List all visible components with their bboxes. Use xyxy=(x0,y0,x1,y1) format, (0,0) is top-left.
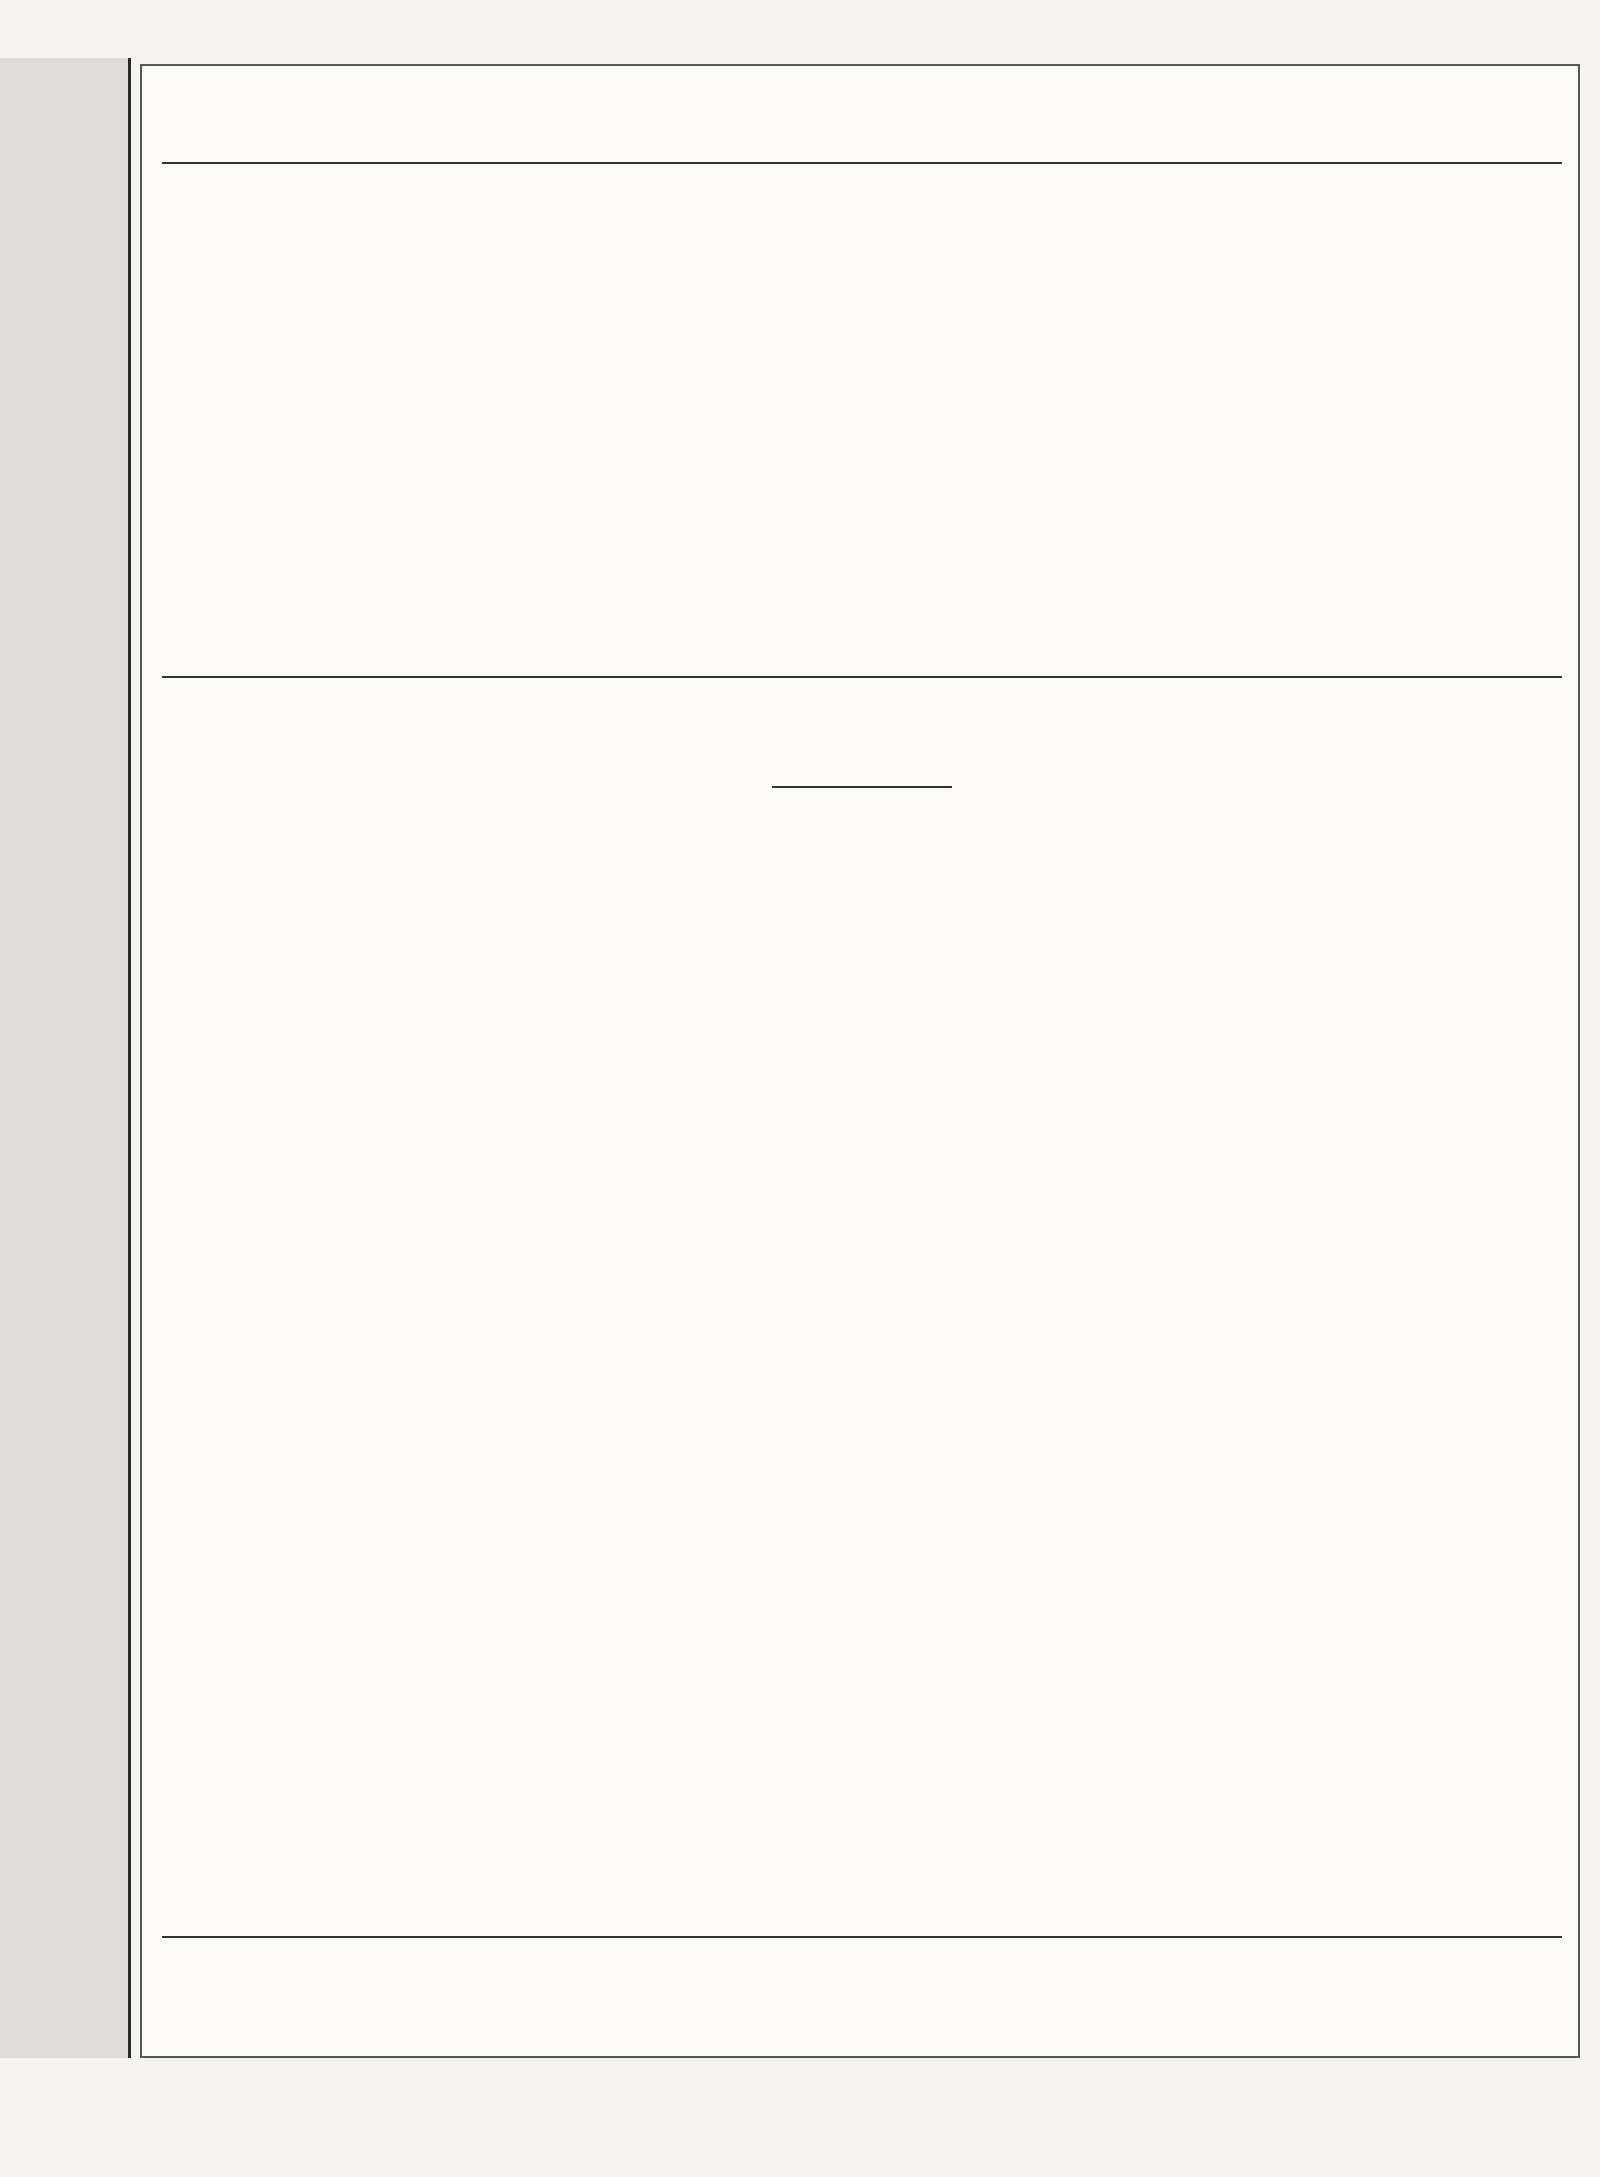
section-divider xyxy=(772,786,952,788)
footer-rule xyxy=(162,1936,1562,1938)
running-head xyxy=(142,118,1582,158)
directory-page xyxy=(140,64,1580,2058)
adjacent-page-edge xyxy=(0,58,131,2058)
header-rule xyxy=(162,162,1562,164)
top-section-rule xyxy=(162,676,1562,678)
